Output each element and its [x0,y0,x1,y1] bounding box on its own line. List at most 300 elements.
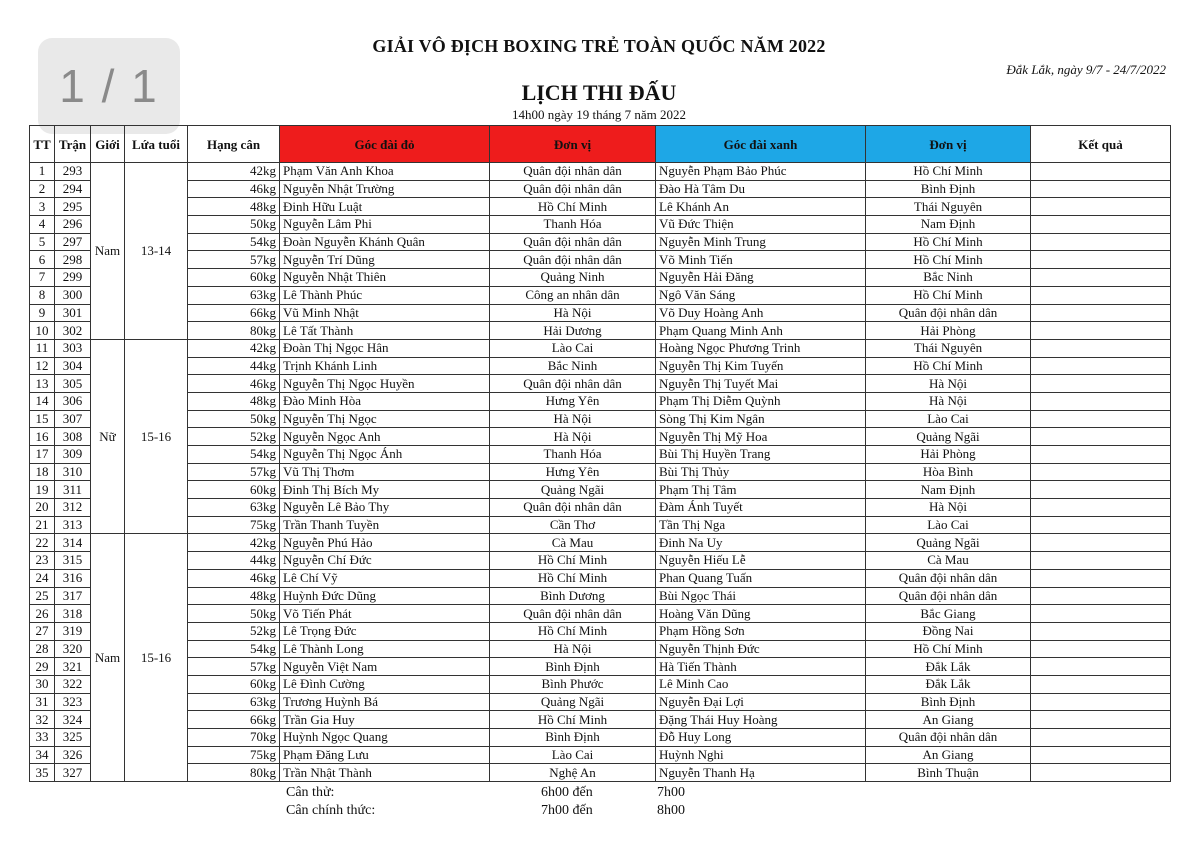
cell-goc-dai-do: Đinh Thị Bích My [280,481,490,499]
cell-hang-can: 63kg [188,286,280,304]
table-row [30,198,1171,216]
cell-goc-dai-xanh: Phạm Thị Tâm [656,481,866,499]
cell-ket-qua [1031,251,1171,269]
cell-don-vi-xanh: Thái Nguyên [866,339,1031,357]
weigh-in-trial-from: 6h00 đến [541,785,593,800]
cell-don-vi-do: Nghệ An [490,764,656,782]
header-tran: Trận [55,126,91,163]
cell-tt: 2 [30,180,55,198]
cell-goc-dai-xanh: Nguyễn Phạm Bảo Phúc [656,163,866,181]
table-row [30,392,1171,410]
cell-don-vi-do: Lào Cai [490,746,656,764]
cell-hang-can: 57kg [188,658,280,676]
cell-goc-dai-do: Nguyễn Ngọc Anh [280,428,490,446]
cell-don-vi-do: Hà Nội [490,640,656,658]
cell-don-vi-do: Quân đội nhân dân [490,180,656,198]
cell-goc-dai-xanh: Đặng Thái Huy Hoàng [656,711,866,729]
cell-goc-dai-do: Nguyễn Thị Ngọc Huyền [280,375,490,393]
cell-tran: 303 [55,339,91,357]
cell-goc-dai-do: Đào Minh Hòa [280,392,490,410]
cell-tran: 312 [55,499,91,517]
table-row [30,605,1171,623]
cell-goc-dai-do: Nguyễn Nhật Thiên [280,269,490,287]
cell-ket-qua [1031,693,1171,711]
cell-hang-can: 54kg [188,233,280,251]
cell-don-vi-do: Hà Nội [490,304,656,322]
cell-don-vi-xanh: Hải Phòng [866,446,1031,464]
table-row [30,233,1171,251]
cell-tt: 10 [30,322,55,340]
cell-ket-qua [1031,392,1171,410]
cell-don-vi-xanh: Hải Phòng [866,322,1031,340]
header-gioi: Giới [91,126,125,163]
table-row [30,322,1171,340]
cell-goc-dai-do: Lê Chí Vỹ [280,569,490,587]
table-row [30,746,1171,764]
cell-tran: 316 [55,569,91,587]
cell-don-vi-xanh: Đắk Lắk [866,675,1031,693]
cell-goc-dai-do: Trần Thanh Tuyền [280,516,490,534]
cell-tran: 294 [55,180,91,198]
cell-tt: 25 [30,587,55,605]
cell-tt: 21 [30,516,55,534]
cell-tran: 293 [55,163,91,181]
cell-don-vi-xanh: Hà Nội [866,392,1031,410]
cell-don-vi-xanh: Bình Định [866,693,1031,711]
cell-don-vi-do: Bắc Ninh [490,357,656,375]
header-ket-qua: Kết quả [1031,126,1171,163]
cell-goc-dai-xanh: Bùi Thị Huyền Trang [656,446,866,464]
cell-don-vi-do: Thanh Hóa [490,446,656,464]
cell-tt: 6 [30,251,55,269]
cell-don-vi-xanh: Quảng Ngãi [866,534,1031,552]
cell-hang-can: 42kg [188,163,280,181]
cell-don-vi-do: Lào Cai [490,339,656,357]
cell-hang-can: 50kg [188,605,280,623]
cell-goc-dai-xanh: Đào Hà Tâm Du [656,180,866,198]
cell-tt: 28 [30,640,55,658]
cell-don-vi-xanh: Hồ Chí Minh [866,357,1031,375]
cell-goc-dai-do: Vũ Thị Thơm [280,463,490,481]
cell-tt: 5 [30,233,55,251]
table-row [30,622,1171,640]
cell-tt: 16 [30,428,55,446]
cell-tt: 11 [30,339,55,357]
cell-tt: 23 [30,552,55,570]
cell-don-vi-do: Quảng Ngãi [490,693,656,711]
cell-ket-qua [1031,587,1171,605]
cell-hang-can: 66kg [188,711,280,729]
cell-don-vi-do: Hà Nội [490,410,656,428]
cell-hang-can: 46kg [188,180,280,198]
cell-goc-dai-xanh: Nguyễn Hiếu Lễ [656,552,866,570]
cell-don-vi-do: Hồ Chí Minh [490,552,656,570]
cell-don-vi-do: Cà Mau [490,534,656,552]
cell-goc-dai-xanh: Võ Duy Hoàng Anh [656,304,866,322]
cell-goc-dai-do: Lê Tất Thành [280,322,490,340]
table-row [30,534,1171,552]
schedule-title: LỊCH THI ĐẤU [521,80,677,105]
cell-tt: 30 [30,675,55,693]
cell-tran: 326 [55,746,91,764]
cell-tran: 322 [55,675,91,693]
header-goc-dai-do: Góc đài đỏ [280,126,490,163]
cell-hang-can: 54kg [188,446,280,464]
table-row [30,693,1171,711]
table-row [30,163,1171,181]
header-don-vi-xanh: Đơn vị [866,126,1031,163]
weigh-in-official-to: 8h00 [657,803,685,818]
cell-ket-qua [1031,764,1171,782]
cell-tt: 17 [30,446,55,464]
cell-tran: 307 [55,410,91,428]
cell-don-vi-do: Công an nhân dân [490,286,656,304]
cell-goc-dai-do: Phạm Đăng Lưu [280,746,490,764]
cell-ket-qua [1031,410,1171,428]
cell-tt: 31 [30,693,55,711]
cell-hang-can: 48kg [188,392,280,410]
cell-hang-can: 48kg [188,587,280,605]
cell-goc-dai-do: Trần Gia Huy [280,711,490,729]
cell-tran: 306 [55,392,91,410]
cell-ket-qua [1031,605,1171,623]
weigh-in-trial-to: 7h00 [657,785,685,800]
cell-don-vi-xanh: Quảng Ngãi [866,428,1031,446]
cell-goc-dai-do: Huỳnh Đức Dũng [280,587,490,605]
cell-goc-dai-do: Nguyễn Chí Đức [280,552,490,570]
cell-ket-qua [1031,357,1171,375]
cell-tran: 295 [55,198,91,216]
cell-tran: 299 [55,269,91,287]
cell-don-vi-xanh: Bắc Ninh [866,269,1031,287]
cell-tran: 325 [55,729,91,747]
cell-hang-can: 50kg [188,410,280,428]
table-row [30,410,1171,428]
cell-goc-dai-do: Võ Tiến Phát [280,605,490,623]
cell-goc-dai-xanh: Nguyễn Thịnh Đức [656,640,866,658]
cell-tt: 22 [30,534,55,552]
cell-ket-qua [1031,322,1171,340]
cell-don-vi-xanh: Quân đội nhân dân [866,729,1031,747]
header-goc-dai-xanh: Góc đài xanh [656,126,866,163]
cell-goc-dai-xanh: Bùi Thị Thủy [656,463,866,481]
cell-tran: 321 [55,658,91,676]
table-row [30,587,1171,605]
cell-tran: 305 [55,375,91,393]
cell-don-vi-xanh: Cà Mau [866,552,1031,570]
cell-hang-can: 60kg [188,269,280,287]
table-row [30,357,1171,375]
cell-hang-can: 42kg [188,339,280,357]
cell-don-vi-do: Thanh Hóa [490,216,656,234]
cell-hang-can: 46kg [188,375,280,393]
cell-don-vi-xanh: Hòa Bình [866,463,1031,481]
cell-goc-dai-xanh: Huỳnh Nghi [656,746,866,764]
cell-don-vi-do: Cần Thơ [490,516,656,534]
cell-hang-can: 52kg [188,428,280,446]
cell-tran: 309 [55,446,91,464]
cell-tt: 15 [30,410,55,428]
cell-tt: 35 [30,764,55,782]
cell-ket-qua [1031,622,1171,640]
cell-goc-dai-do: Đoàn Nguyễn Khánh Quân [280,233,490,251]
cell-tran: 310 [55,463,91,481]
cell-hang-can: 46kg [188,569,280,587]
cell-goc-dai-do: Vũ Minh Nhật [280,304,490,322]
cell-ket-qua [1031,552,1171,570]
table-row [30,499,1171,517]
cell-ket-qua [1031,375,1171,393]
cell-goc-dai-xanh: Phan Quang Tuấn [656,569,866,587]
cell-ket-qua [1031,729,1171,747]
cell-goc-dai-do: Đoàn Thị Ngọc Hân [280,339,490,357]
weigh-in-official-label: Cân chính thức: [286,803,376,818]
cell-don-vi-xanh: Nam Định [866,481,1031,499]
page-indicator-text: 1 / 1 [59,60,159,112]
cell-goc-dai-do: Nguyễn Phú Hảo [280,534,490,552]
cell-goc-dai-do: Lê Thành Long [280,640,490,658]
cell-ket-qua [1031,446,1171,464]
cell-lua-tuoi: 15-16 [125,339,188,534]
cell-don-vi-do: Quân đội nhân dân [490,499,656,517]
cell-don-vi-xanh: Hồ Chí Minh [866,233,1031,251]
cell-hang-can: 80kg [188,764,280,782]
cell-don-vi-xanh: Bình Thuận [866,764,1031,782]
cell-hang-can: 44kg [188,552,280,570]
cell-tt: 24 [30,569,55,587]
cell-tt: 18 [30,463,55,481]
cell-hang-can: 75kg [188,516,280,534]
cell-tran: 311 [55,481,91,499]
cell-ket-qua [1031,198,1171,216]
cell-don-vi-xanh: An Giang [866,746,1031,764]
cell-tran: 324 [55,711,91,729]
cell-goc-dai-do: Nguyễn Thị Ngọc [280,410,490,428]
cell-don-vi-do: Hà Nội [490,428,656,446]
cell-don-vi-xanh: Hà Nội [866,499,1031,517]
cell-ket-qua [1031,286,1171,304]
cell-tt: 1 [30,163,55,181]
cell-tt: 8 [30,286,55,304]
table-row [30,516,1171,534]
cell-hang-can: 57kg [188,463,280,481]
cell-don-vi-do: Hồ Chí Minh [490,622,656,640]
cell-don-vi-xanh: Hồ Chí Minh [866,163,1031,181]
cell-ket-qua [1031,640,1171,658]
cell-don-vi-do: Bình Định [490,729,656,747]
cell-hang-can: 66kg [188,304,280,322]
table-row [30,304,1171,322]
table-row [30,428,1171,446]
cell-goc-dai-xanh: Hoàng Văn Dũng [656,605,866,623]
cell-ket-qua [1031,216,1171,234]
cell-goc-dai-do: Nguyễn Nhật Trường [280,180,490,198]
cell-don-vi-do: Hồ Chí Minh [490,711,656,729]
cell-tt: 26 [30,605,55,623]
cell-hang-can: 70kg [188,729,280,747]
place-date: Đắk Lắk, ngày 9/7 - 24/7/2022 [1006,62,1166,77]
cell-goc-dai-xanh: Sòng Thị Kim Ngân [656,410,866,428]
cell-goc-dai-xanh: Nguyễn Đại Lợi [656,693,866,711]
cell-hang-can: 63kg [188,693,280,711]
cell-don-vi-do: Hồ Chí Minh [490,569,656,587]
cell-hang-can: 52kg [188,622,280,640]
cell-tran: 315 [55,552,91,570]
cell-tt: 12 [30,357,55,375]
cell-don-vi-xanh: Quân đội nhân dân [866,304,1031,322]
schedule-time: 14h00 ngày 19 tháng 7 năm 2022 [511,107,687,122]
cell-tt: 13 [30,375,55,393]
cell-don-vi-do: Quân đội nhân dân [490,375,656,393]
cell-goc-dai-xanh: Võ Minh Tiến [656,251,866,269]
cell-hang-can: 60kg [188,675,280,693]
table-row [30,764,1171,782]
table-row [30,711,1171,729]
cell-tran: 319 [55,622,91,640]
cell-goc-dai-xanh: Đinh Na Uy [656,534,866,552]
cell-don-vi-xanh: Quân đội nhân dân [866,569,1031,587]
cell-tt: 9 [30,304,55,322]
cell-gioi: Nam [91,163,125,340]
cell-tt: 7 [30,269,55,287]
cell-don-vi-xanh: Hồ Chí Minh [866,251,1031,269]
cell-tran: 296 [55,216,91,234]
cell-don-vi-do: Quân đội nhân dân [490,233,656,251]
cell-ket-qua [1031,180,1171,198]
table-row [30,269,1171,287]
cell-goc-dai-xanh: Tần Thị Nga [656,516,866,534]
cell-goc-dai-do: Trần Nhật Thành [280,764,490,782]
cell-ket-qua [1031,481,1171,499]
cell-tt: 29 [30,658,55,676]
cell-tt: 4 [30,216,55,234]
cell-don-vi-xanh: Hồ Chí Minh [866,286,1031,304]
cell-tran: 301 [55,304,91,322]
cell-ket-qua [1031,428,1171,446]
cell-goc-dai-do: Nguyễn Thị Ngọc Ánh [280,446,490,464]
cell-lua-tuoi: 15-16 [125,534,188,782]
table-row [30,675,1171,693]
cell-tran: 318 [55,605,91,623]
cell-don-vi-xanh: Lào Cai [866,516,1031,534]
cell-goc-dai-xanh: Hoàng Ngọc Phương Trinh [656,339,866,357]
cell-don-vi-do: Bình Phước [490,675,656,693]
cell-tt: 14 [30,392,55,410]
schedule-table [29,125,1171,782]
cell-hang-can: 63kg [188,499,280,517]
cell-tran: 314 [55,534,91,552]
header-hang-can: Hạng cân [188,126,280,163]
cell-don-vi-do: Quân đội nhân dân [490,163,656,181]
cell-ket-qua [1031,516,1171,534]
table-row [30,286,1171,304]
cell-ket-qua [1031,746,1171,764]
cell-goc-dai-xanh: Đàm Ánh Tuyết [656,499,866,517]
cell-don-vi-xanh: Đồng Nai [866,622,1031,640]
table-row [30,251,1171,269]
table-row [30,339,1171,357]
cell-don-vi-do: Hưng Yên [490,392,656,410]
cell-tran: 313 [55,516,91,534]
cell-goc-dai-xanh: Hà Tiến Thành [656,658,866,676]
cell-tt: 33 [30,729,55,747]
header-tt: TT [30,126,55,163]
table-row [30,216,1171,234]
table-row [30,640,1171,658]
cell-don-vi-xanh: Hồ Chí Minh [866,640,1031,658]
table-row [30,463,1171,481]
cell-goc-dai-xanh: Lê Khánh An [656,198,866,216]
cell-tran: 298 [55,251,91,269]
table-row [30,481,1171,499]
cell-tt: 34 [30,746,55,764]
cell-tt: 3 [30,198,55,216]
cell-goc-dai-xanh: Nguyễn Minh Trung [656,233,866,251]
table-row [30,552,1171,570]
cell-goc-dai-xanh: Ngô Văn Sáng [656,286,866,304]
table-row [30,658,1171,676]
cell-tran: 317 [55,587,91,605]
cell-don-vi-do: Hưng Yên [490,463,656,481]
cell-goc-dai-do: Trương Huỳnh Bá [280,693,490,711]
document-title: GIẢI VÔ ĐỊCH BOXING TRẺ TOÀN QUỐC NĂM 2022 [372,36,826,56]
table-row [30,180,1171,198]
cell-hang-can: 50kg [188,216,280,234]
cell-tran: 320 [55,640,91,658]
cell-don-vi-do: Quân đội nhân dân [490,605,656,623]
cell-don-vi-do: Quân đội nhân dân [490,251,656,269]
table-row [30,375,1171,393]
table-row [30,569,1171,587]
cell-ket-qua [1031,463,1171,481]
cell-goc-dai-xanh: Nguyễn Thị Tuyết Mai [656,375,866,393]
cell-don-vi-xanh: Hà Nội [866,375,1031,393]
cell-don-vi-xanh: Đắk Lắk [866,658,1031,676]
cell-hang-can: 44kg [188,357,280,375]
cell-goc-dai-xanh: Phạm Hồng Sơn [656,622,866,640]
cell-goc-dai-do: Lê Đình Cường [280,675,490,693]
cell-goc-dai-xanh: Phạm Thị Diễm Quỳnh [656,392,866,410]
cell-don-vi-xanh: Bình Định [866,180,1031,198]
cell-ket-qua [1031,233,1171,251]
cell-goc-dai-do: Nguyễn Lê Bảo Thy [280,499,490,517]
header-row [30,126,1171,163]
cell-don-vi-do: Quảng Ngãi [490,481,656,499]
cell-goc-dai-xanh: Nguyễn Thị Kim Tuyến [656,357,866,375]
cell-hang-can: 54kg [188,640,280,658]
cell-tran: 308 [55,428,91,446]
header-lua-tuoi: Lứa tuổi [125,126,188,163]
cell-tran: 300 [55,286,91,304]
cell-goc-dai-xanh: Bùi Ngọc Thái [656,587,866,605]
cell-ket-qua [1031,269,1171,287]
cell-don-vi-xanh: Nam Định [866,216,1031,234]
cell-tt: 20 [30,499,55,517]
table-row [30,446,1171,464]
cell-goc-dai-do: Trịnh Khánh Linh [280,357,490,375]
cell-tt: 19 [30,481,55,499]
cell-tran: 302 [55,322,91,340]
cell-goc-dai-do: Huỳnh Ngọc Quang [280,729,490,747]
cell-ket-qua [1031,499,1171,517]
cell-don-vi-xanh: Lào Cai [866,410,1031,428]
cell-don-vi-do: Bình Định [490,658,656,676]
cell-tt: 32 [30,711,55,729]
cell-ket-qua [1031,711,1171,729]
cell-goc-dai-xanh: Phạm Quang Minh Anh [656,322,866,340]
cell-goc-dai-do: Nguyễn Việt Nam [280,658,490,676]
cell-don-vi-xanh: Thái Nguyên [866,198,1031,216]
